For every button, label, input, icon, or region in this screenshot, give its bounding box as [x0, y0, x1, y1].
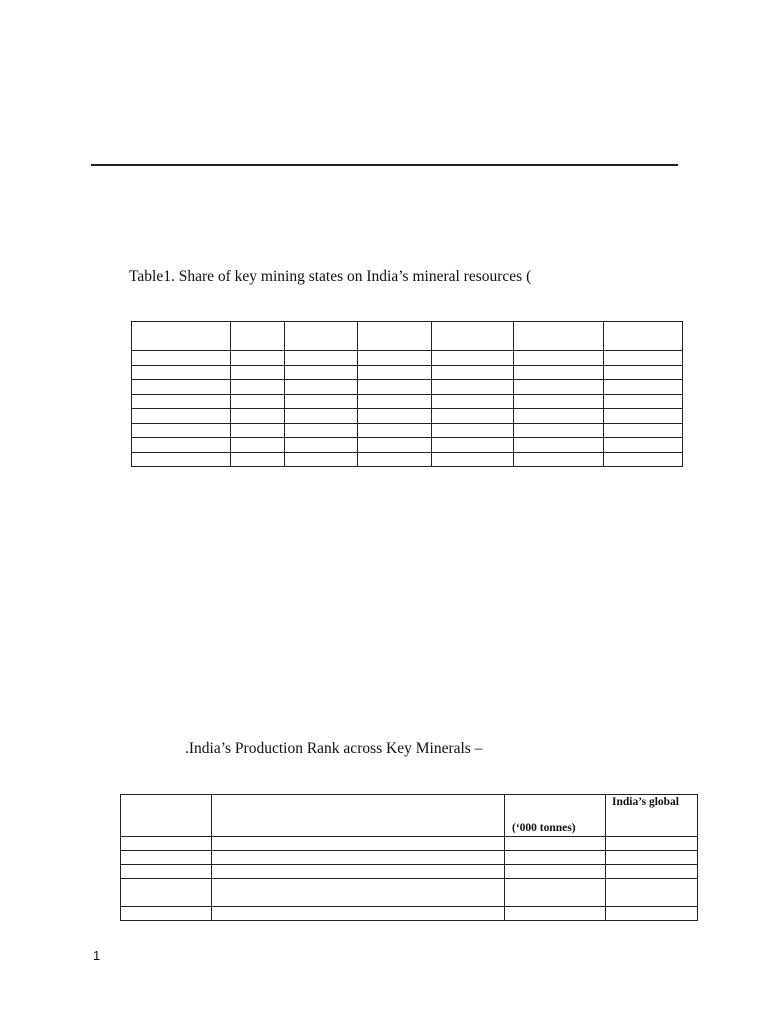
table-cell	[505, 837, 606, 851]
table-row	[132, 423, 683, 438]
table-cell	[514, 394, 604, 409]
table-cell	[132, 452, 231, 467]
table-cell	[606, 879, 698, 907]
table-cell	[212, 907, 505, 921]
table-cell	[132, 380, 231, 395]
table-row	[132, 394, 683, 409]
header-cell-global-rank	[606, 795, 698, 837]
table-cell	[285, 322, 358, 351]
page-number: 1	[93, 948, 101, 963]
table-cell	[231, 438, 285, 453]
table-cell	[132, 423, 231, 438]
table-cell	[604, 351, 683, 366]
table-cell	[285, 365, 358, 380]
table-header-row	[132, 322, 683, 351]
header-cell-production	[505, 795, 606, 837]
table-cell	[514, 351, 604, 366]
table-row	[132, 380, 683, 395]
table-cell	[231, 380, 285, 395]
header-rule	[91, 164, 678, 166]
table-cell	[358, 322, 432, 351]
table-cell	[231, 351, 285, 366]
table-row	[132, 351, 683, 366]
table-cell	[132, 365, 231, 380]
table-cell	[514, 423, 604, 438]
table-cell	[231, 322, 285, 351]
table-cell	[231, 365, 285, 380]
table-row	[132, 365, 683, 380]
table-cell	[121, 907, 212, 921]
production-unit-label: (‘000 tonnes)	[512, 822, 576, 834]
table-cell	[285, 409, 358, 424]
table-cell	[432, 394, 514, 409]
table-cell	[231, 409, 285, 424]
table-cell	[121, 865, 212, 879]
table-cell	[432, 452, 514, 467]
table-row	[132, 438, 683, 453]
table-cell	[285, 394, 358, 409]
table-cell	[432, 409, 514, 424]
table-cell	[514, 438, 604, 453]
table-cell	[432, 380, 514, 395]
table-cell	[432, 322, 514, 351]
table-cell	[432, 365, 514, 380]
table-cell	[285, 423, 358, 438]
table-cell	[606, 907, 698, 921]
table-cell	[606, 865, 698, 879]
table-cell	[358, 394, 432, 409]
table-cell	[604, 409, 683, 424]
table-cell	[212, 837, 505, 851]
table-cell	[121, 851, 212, 865]
production-rank-table	[120, 794, 698, 921]
table-cell	[132, 438, 231, 453]
table-cell	[358, 452, 432, 467]
table-cell	[358, 351, 432, 366]
table-cell	[212, 865, 505, 879]
table-cell	[514, 365, 604, 380]
table-cell	[514, 452, 604, 467]
table-cell	[358, 365, 432, 380]
mining-states-table	[131, 321, 683, 467]
table-cell	[212, 851, 505, 865]
table-cell	[285, 380, 358, 395]
table2-caption: .India’s Production Rank across Key Minerals –	[185, 740, 483, 757]
table-cell	[604, 452, 683, 467]
table-cell	[121, 837, 212, 851]
header-cell-description	[212, 795, 505, 837]
table-header-row	[121, 795, 698, 837]
table-cell	[212, 879, 505, 907]
header-cell-mineral	[121, 795, 212, 837]
table-cell	[604, 438, 683, 453]
table-cell	[604, 394, 683, 409]
table-cell	[121, 879, 212, 907]
table-cell	[358, 438, 432, 453]
table-cell	[514, 409, 604, 424]
table-cell	[132, 394, 231, 409]
table-cell	[606, 837, 698, 851]
table-cell	[231, 452, 285, 467]
global-rank-label: India’s global	[612, 796, 680, 808]
table-cell	[132, 351, 231, 366]
table-cell	[231, 394, 285, 409]
table-cell	[358, 409, 432, 424]
table-cell	[132, 322, 231, 351]
table-cell	[514, 322, 604, 351]
table-row	[132, 409, 683, 424]
table-row	[121, 879, 698, 907]
table-cell	[285, 438, 358, 453]
table-row	[121, 851, 698, 865]
table-cell	[604, 380, 683, 395]
table-cell	[285, 351, 358, 366]
table-cell	[604, 423, 683, 438]
table-cell	[231, 423, 285, 438]
table1-caption: Table1. Share of key mining states on India’s mineral resources (	[129, 268, 532, 285]
table-row	[121, 837, 698, 851]
table-cell	[358, 423, 432, 438]
table-row	[121, 865, 698, 879]
table-cell	[432, 423, 514, 438]
table-cell	[505, 851, 606, 865]
table-cell	[505, 907, 606, 921]
table-cell	[514, 380, 604, 395]
table-cell	[604, 365, 683, 380]
table-row	[132, 452, 683, 467]
table-row	[121, 907, 698, 921]
table-cell	[604, 322, 683, 351]
table-cell	[285, 452, 358, 467]
table-cell	[505, 879, 606, 907]
table-cell	[505, 865, 606, 879]
table-cell	[606, 851, 698, 865]
table-cell	[358, 380, 432, 395]
table-cell	[432, 351, 514, 366]
table-cell	[432, 438, 514, 453]
table-cell	[132, 409, 231, 424]
